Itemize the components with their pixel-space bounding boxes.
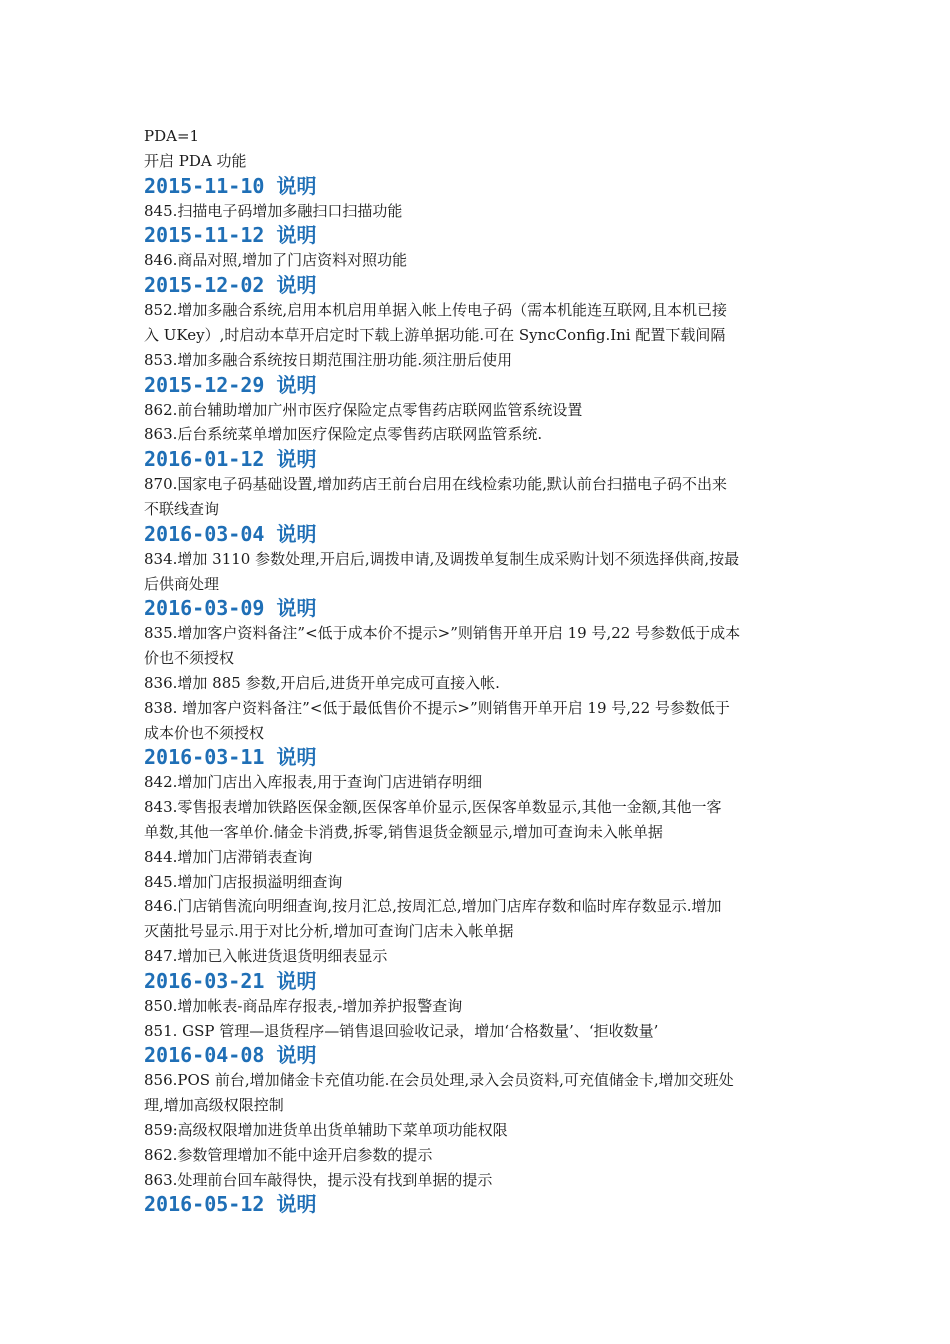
intro-line: 开启 PDA 功能 xyxy=(144,151,247,170)
changelog-entry-line: 灭菌批号显示.用于对比分析,增加可查询门店未入帐单据 xyxy=(144,922,514,941)
changelog-entry-line: 835.增加客户资料备注”<低于成本价不提示>”则销售开单开启 19 号,22 号参数低于成本 xyxy=(144,624,741,643)
document-page xyxy=(144,124,814,1217)
section-date-heading: 2015-12-02 说明 xyxy=(144,273,317,298)
changelog-section xyxy=(144,1043,814,1192)
changelog-entry-line: 846.商品对照,增加了门店资料对照功能 xyxy=(144,251,408,270)
changelog-entry-line: 862.前台辅助增加广州市医疗保险定点零售药店联网监管系统设置 xyxy=(144,400,583,419)
changelog-section xyxy=(144,745,814,968)
changelog-entry-line: 863.处理前台回车敲得快，提示没有找到单据的提示 xyxy=(144,1170,493,1189)
section-date-heading: 2016-04-08 说明 xyxy=(144,1043,317,1068)
changelog-entry-line: 847.增加已入帐进货退货明细表显示 xyxy=(144,946,388,965)
section-date-heading: 2015-12-29 说明 xyxy=(144,372,317,397)
changelog-section xyxy=(144,1192,814,1217)
changelog-entry-line: 理,增加高级权限控制 xyxy=(144,1096,284,1115)
changelog-entry-line: 成本价也不须授权 xyxy=(144,723,265,742)
changelog-section xyxy=(144,174,814,224)
changelog-entry-line: 入 UKey）,时启动本草开启定时下载上游单据功能.可在 SyncConfig.Ini 配置下载间隔 xyxy=(144,325,726,344)
changelog-entry-line: 844.增加门店滞销表查询 xyxy=(144,847,313,866)
changelog-entry-line: 价也不须授权 xyxy=(144,649,235,668)
changelog-entry-line: 853.增加多融合系统按日期范围注册功能.须注册后使用 xyxy=(144,350,513,369)
changelog-entry-line: 单数,其他一客单价.储金卡消费,拆零,销售退货金额显示,增加可查询未入帐单据 xyxy=(144,822,663,841)
section-date-heading: 2016-03-04 说明 xyxy=(144,521,317,546)
changelog-section xyxy=(144,447,814,522)
section-date-heading: 2016-01-12 说明 xyxy=(144,447,317,472)
section-date-heading: 2016-03-11 说明 xyxy=(144,745,317,770)
section-date-heading: 2016-03-09 说明 xyxy=(144,596,317,621)
changelog-section xyxy=(144,596,814,745)
changelog-section xyxy=(144,273,814,372)
changelog-entry-line: 846.门店销售流向明细查询,按月汇总,按周汇总,增加门店库存数和临时库存数显示.增加 xyxy=(144,897,722,916)
changelog-section xyxy=(144,373,814,448)
changelog-entry-line: 后供商处理 xyxy=(144,574,220,593)
section-date-heading: 2015-11-10 说明 xyxy=(144,173,317,198)
changelog-entry-line: 859:高级权限增加进货单出货单辅助下菜单项功能权限 xyxy=(144,1120,508,1139)
changelog-entry-line: 863.后台系统菜单增加医疗保险定点零售药店联网监管系统. xyxy=(144,425,543,444)
changelog-entry-line: 850.增加帐表-商品库存报表,-增加养护报警查询 xyxy=(144,996,463,1015)
changelog-entry-line: 856.POS 前台,增加储金卡充值功能.在会员处理,录入会员资料,可充值储金卡,增加交班处 xyxy=(144,1071,734,1090)
changelog-entry-line: 838. 增加客户资料备注”<低于最低售价不提示>”则销售开单开启 19 号,22 号参数低于 xyxy=(144,698,730,717)
changelog-entry-line: 870.国家电子码基础设置,增加药店王前台启用在线检索功能,默认前台扫描电子码不出来 xyxy=(144,475,727,494)
changelog-entry-line: 862.参数管理增加不能中途开启参数的提示 xyxy=(144,1145,433,1164)
changelog-entry-line: 842.增加门店出入库报表,用于查询门店进销存明细 xyxy=(144,773,483,792)
changelog-section xyxy=(144,223,814,273)
changelog-entry-line: 不联线查询 xyxy=(144,499,220,518)
changelog-entry-line: 836.增加 885 参数,开启后,进货开单完成可直接入帐. xyxy=(144,673,500,692)
changelog-entry-line: 845.扫描电子码增加多融扫口扫描功能 xyxy=(144,201,403,220)
section-date-heading: 2016-05-12 说明 xyxy=(144,1192,317,1217)
changelog-entry-line: 852.增加多融合系统,启用本机启用单据入帐上传电子码（需本机能连互联网,且本机已接 xyxy=(144,301,727,320)
intro-line: PDA=1 xyxy=(144,127,200,145)
changelog-entry-line: 843.零售报表增加铁路医保金额,医保客单价显示,医保客单数显示,其他一金额,其他一客 xyxy=(144,798,722,817)
section-date-heading: 2015-11-12 说明 xyxy=(144,223,317,248)
changelog-section xyxy=(144,522,814,597)
section-date-heading: 2016-03-21 说明 xyxy=(144,968,317,993)
changelog-section xyxy=(144,969,814,1044)
changelog-entry-line: 834.增加 3110 参数处理,开启后,调拨申请,及调拨单复制生成采购计划不须选择供商,按最 xyxy=(144,549,740,568)
changelog-entry-line: 851. GSP 管理—退货程序—销售退回验收记录，增加‘合格数量’、‘拒收数量’ xyxy=(144,1021,659,1040)
changelog-entry-line: 845.增加门店报损溢明细查询 xyxy=(144,872,343,891)
intro-block xyxy=(144,124,814,174)
changelog-sections xyxy=(144,174,814,1218)
